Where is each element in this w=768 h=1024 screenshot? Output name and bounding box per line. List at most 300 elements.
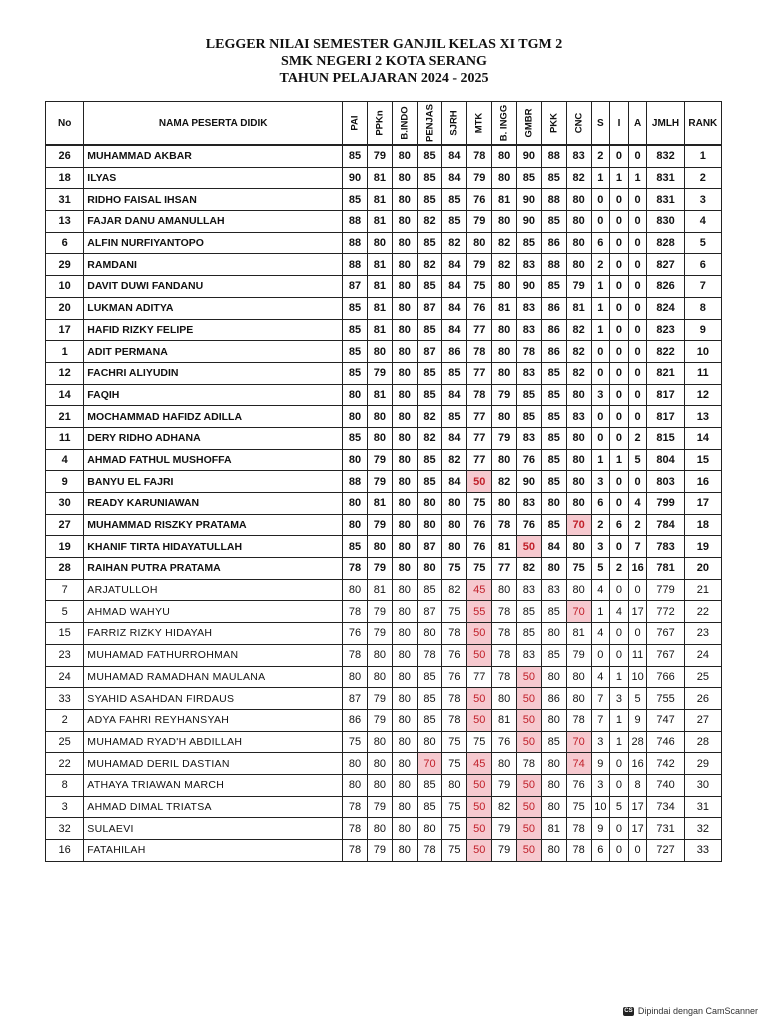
- table-cell: 11: [46, 427, 84, 449]
- table-cell: 80: [566, 211, 591, 233]
- table-cell: 84: [442, 384, 467, 406]
- table-cell: 19: [684, 536, 721, 558]
- table-cell: 79: [367, 709, 392, 731]
- column-header: A: [628, 102, 647, 146]
- table-cell: 731: [647, 818, 684, 840]
- table-cell: 0: [591, 189, 610, 211]
- table-cell: 85: [343, 341, 368, 363]
- table-cell: 82: [492, 471, 517, 493]
- table-cell: 84: [442, 319, 467, 341]
- table-cell: 32: [46, 818, 84, 840]
- table-cell: 80: [343, 774, 368, 796]
- table-cell: 78: [343, 601, 368, 623]
- table-cell: 85: [343, 297, 368, 319]
- table-cell: 12: [46, 362, 84, 384]
- table-cell: 27: [46, 514, 84, 536]
- table-cell: 76: [467, 189, 492, 211]
- table-cell: 80: [417, 558, 442, 580]
- student-name: ADIT PERMANA: [84, 341, 343, 363]
- table-cell: 6: [591, 232, 610, 254]
- table-cell: 50: [517, 709, 542, 731]
- table-cell: 0: [610, 384, 629, 406]
- table-cell: 16: [628, 558, 647, 580]
- table-cell: 80: [417, 623, 442, 645]
- table-cell: 80: [417, 514, 442, 536]
- table-cell: 80: [566, 471, 591, 493]
- table-cell: 81: [566, 623, 591, 645]
- table-cell: 15: [684, 449, 721, 471]
- student-name: DAVIT DUWI FANDANU: [84, 276, 343, 298]
- table-cell: 80: [392, 688, 417, 710]
- table-cell: 24: [46, 666, 84, 688]
- table-cell: 10: [628, 666, 647, 688]
- table-cell: 80: [392, 753, 417, 775]
- table-row: [46, 276, 722, 298]
- table-cell: 80: [392, 232, 417, 254]
- table-cell: 80: [392, 319, 417, 341]
- table-cell: 50: [467, 796, 492, 818]
- table-cell: 76: [442, 666, 467, 688]
- student-name: MUHAMAD RYAD'H ABDILLAH: [84, 731, 343, 753]
- table-row: [46, 471, 722, 493]
- table-cell: 78: [492, 514, 517, 536]
- student-name: ATHAYA TRIAWAN MARCH: [84, 774, 343, 796]
- table-row: [46, 688, 722, 710]
- document-title: LEGGER NILAI SEMESTER GANJIL KELAS XI TGM 2: [205, 37, 563, 52]
- table-cell: 75: [442, 840, 467, 862]
- table-cell: 76: [467, 514, 492, 536]
- table-cell: 80: [392, 796, 417, 818]
- table-cell: 2: [610, 558, 629, 580]
- table-cell: 80: [367, 774, 392, 796]
- table-cell: 0: [628, 145, 647, 167]
- table-cell: 85: [417, 666, 442, 688]
- table-cell: 84: [442, 254, 467, 276]
- table-cell: 78: [566, 840, 591, 862]
- table-cell: 70: [566, 514, 591, 536]
- table-cell: 3: [591, 384, 610, 406]
- table-row: [46, 796, 722, 818]
- table-cell: 78: [566, 709, 591, 731]
- table-cell: 3: [591, 774, 610, 796]
- table-cell: 79: [566, 276, 591, 298]
- table-cell: 0: [628, 189, 647, 211]
- column-header: NAMA PESERTA DIDIK: [84, 102, 343, 146]
- table-cell: 16: [684, 471, 721, 493]
- table-cell: 82: [417, 427, 442, 449]
- table-cell: 0: [628, 297, 647, 319]
- table-cell: 80: [367, 818, 392, 840]
- table-cell: 85: [541, 644, 566, 666]
- table-cell: 85: [417, 362, 442, 384]
- table-cell: 80: [392, 666, 417, 688]
- table-cell: 80: [566, 384, 591, 406]
- table-cell: 7: [684, 276, 721, 298]
- table-cell: 79: [367, 688, 392, 710]
- table-cell: 80: [492, 341, 517, 363]
- table-cell: 1: [591, 319, 610, 341]
- table-cell: 18: [46, 167, 84, 189]
- table-cell: 78: [442, 709, 467, 731]
- table-cell: 75: [566, 796, 591, 818]
- table-cell: 32: [684, 818, 721, 840]
- table-cell: 80: [392, 840, 417, 862]
- column-header: [417, 102, 442, 146]
- table-cell: 6: [591, 840, 610, 862]
- table-cell: 832: [647, 145, 684, 167]
- table-cell: 82: [442, 449, 467, 471]
- table-cell: 70: [566, 601, 591, 623]
- table-cell: 82: [566, 167, 591, 189]
- column-header: S: [591, 102, 610, 146]
- table-cell: 75: [343, 731, 368, 753]
- column-header: [467, 102, 492, 146]
- table-cell: 28: [46, 558, 84, 580]
- table-cell: 23: [46, 644, 84, 666]
- table-cell: 85: [442, 406, 467, 428]
- table-cell: 80: [442, 493, 467, 515]
- table-cell: 5: [628, 688, 647, 710]
- table-cell: 80: [492, 362, 517, 384]
- table-cell: 85: [417, 276, 442, 298]
- table-cell: 1: [46, 341, 84, 363]
- table-cell: 10: [46, 276, 84, 298]
- table-cell: 50: [467, 623, 492, 645]
- table-row: [46, 427, 722, 449]
- table-row: [46, 145, 722, 167]
- table-cell: 80: [566, 189, 591, 211]
- table-cell: 4: [591, 666, 610, 688]
- table-cell: 0: [628, 319, 647, 341]
- table-cell: 20: [46, 297, 84, 319]
- table-cell: 85: [517, 167, 542, 189]
- table-cell: 0: [591, 341, 610, 363]
- table-cell: 85: [541, 406, 566, 428]
- table-row: [46, 666, 722, 688]
- table-cell: 14: [46, 384, 84, 406]
- student-name: MUHAMAD DERIL DASTIAN: [84, 753, 343, 775]
- table-cell: 831: [647, 189, 684, 211]
- student-name: ADYA FAHRI REYHANSYAH: [84, 709, 343, 731]
- table-cell: 78: [417, 840, 442, 862]
- table-cell: 85: [343, 189, 368, 211]
- table-cell: 0: [628, 579, 647, 601]
- table-cell: 19: [46, 536, 84, 558]
- table-cell: 80: [566, 493, 591, 515]
- table-cell: 81: [492, 189, 517, 211]
- table-cell: 79: [367, 796, 392, 818]
- table-cell: 78: [417, 644, 442, 666]
- table-cell: 80: [541, 666, 566, 688]
- table-cell: 0: [628, 276, 647, 298]
- scanner-watermark: [623, 1006, 758, 1016]
- table-cell: 28: [628, 731, 647, 753]
- scanner-text: Dipindai dengan CamScanner: [637, 1006, 758, 1016]
- table-cell: 78: [442, 688, 467, 710]
- table-cell: 80: [442, 514, 467, 536]
- table-cell: 0: [591, 211, 610, 233]
- table-cell: 80: [541, 753, 566, 775]
- table-cell: 1: [591, 601, 610, 623]
- table-row: [46, 493, 722, 515]
- table-cell: 86: [343, 709, 368, 731]
- table-cell: 5: [46, 601, 84, 623]
- table-cell: 84: [541, 536, 566, 558]
- table-cell: 88: [541, 189, 566, 211]
- table-cell: 83: [517, 254, 542, 276]
- table-cell: 2: [684, 167, 721, 189]
- table-cell: 3: [46, 796, 84, 818]
- table-cell: 1: [591, 276, 610, 298]
- table-cell: 80: [492, 688, 517, 710]
- table-cell: 78: [492, 644, 517, 666]
- table-cell: 80: [566, 427, 591, 449]
- table-cell: 80: [392, 601, 417, 623]
- table-cell: 781: [647, 558, 684, 580]
- table-cell: 85: [541, 731, 566, 753]
- table-cell: 21: [46, 406, 84, 428]
- table-cell: 85: [417, 579, 442, 601]
- table-cell: 0: [591, 644, 610, 666]
- table-cell: 9: [46, 471, 84, 493]
- column-header: [367, 102, 392, 146]
- table-cell: 12: [684, 384, 721, 406]
- table-cell: 0: [591, 362, 610, 384]
- table-cell: 79: [467, 211, 492, 233]
- table-cell: 747: [647, 709, 684, 731]
- table-cell: 80: [492, 579, 517, 601]
- table-cell: 746: [647, 731, 684, 753]
- table-body: [46, 145, 722, 861]
- table-cell: 26: [684, 688, 721, 710]
- table-cell: 9: [684, 319, 721, 341]
- table-cell: 80: [541, 623, 566, 645]
- student-name: FACHRI ALIYUDIN: [84, 362, 343, 384]
- table-cell: 0: [610, 818, 629, 840]
- table-cell: 6: [610, 514, 629, 536]
- table-cell: 30: [684, 774, 721, 796]
- table-cell: 82: [566, 362, 591, 384]
- table-cell: 50: [517, 536, 542, 558]
- table-cell: 82: [442, 579, 467, 601]
- table-cell: 766: [647, 666, 684, 688]
- table-cell: 17: [628, 818, 647, 840]
- table-cell: 0: [610, 579, 629, 601]
- table-cell: 80: [442, 536, 467, 558]
- table-cell: 1: [610, 666, 629, 688]
- table-cell: 81: [367, 319, 392, 341]
- table-cell: 82: [566, 341, 591, 363]
- table-cell: 88: [343, 254, 368, 276]
- table-cell: 80: [566, 536, 591, 558]
- table-cell: 85: [417, 449, 442, 471]
- table-cell: 85: [517, 384, 542, 406]
- table-cell: 83: [541, 579, 566, 601]
- student-name: LUKMAN ADITYA: [84, 297, 343, 319]
- table-cell: 78: [343, 644, 368, 666]
- table-cell: 78: [492, 666, 517, 688]
- academic-year: TAHUN PELAJARAN 2024 - 2025: [279, 71, 489, 86]
- table-cell: 75: [467, 493, 492, 515]
- table-cell: 80: [343, 666, 368, 688]
- table-cell: 78: [467, 145, 492, 167]
- table-cell: 5: [610, 796, 629, 818]
- table-cell: 80: [492, 319, 517, 341]
- table-cell: 80: [367, 753, 392, 775]
- table-cell: 1: [591, 449, 610, 471]
- table-cell: 77: [492, 558, 517, 580]
- table-cell: 87: [417, 297, 442, 319]
- table-cell: 16: [628, 753, 647, 775]
- table-cell: 81: [566, 297, 591, 319]
- table-cell: 80: [367, 406, 392, 428]
- table-cell: 7: [628, 536, 647, 558]
- table-cell: 79: [367, 840, 392, 862]
- table-cell: 81: [367, 276, 392, 298]
- table-cell: 0: [628, 362, 647, 384]
- table-cell: 13: [684, 406, 721, 428]
- table-cell: 24: [684, 644, 721, 666]
- table-cell: 0: [610, 297, 629, 319]
- student-name: AHMAD DIMAL TRIATSA: [84, 796, 343, 818]
- table-row: [46, 558, 722, 580]
- table-cell: 30: [46, 493, 84, 515]
- table-cell: 4: [684, 211, 721, 233]
- table-cell: 82: [566, 319, 591, 341]
- student-name: AHMAD WAHYU: [84, 601, 343, 623]
- table-cell: 0: [628, 341, 647, 363]
- table-cell: 83: [517, 579, 542, 601]
- table-cell: 80: [492, 406, 517, 428]
- table-cell: 80: [367, 536, 392, 558]
- table-cell: 80: [566, 232, 591, 254]
- table-cell: 4: [591, 579, 610, 601]
- table-cell: 80: [367, 644, 392, 666]
- table-cell: 80: [541, 796, 566, 818]
- table-cell: 22: [46, 753, 84, 775]
- table-cell: 0: [610, 493, 629, 515]
- table-cell: 2: [591, 145, 610, 167]
- table-cell: 80: [392, 189, 417, 211]
- table-cell: 6: [46, 232, 84, 254]
- table-cell: 767: [647, 644, 684, 666]
- table-cell: 80: [492, 753, 517, 775]
- table-row: [46, 818, 722, 840]
- table-cell: 78: [517, 753, 542, 775]
- table-cell: 15: [46, 623, 84, 645]
- table-cell: 80: [417, 818, 442, 840]
- column-header: [442, 102, 467, 146]
- table-cell: 78: [343, 558, 368, 580]
- table-cell: 84: [442, 427, 467, 449]
- table-cell: 77: [467, 427, 492, 449]
- table-cell: 8: [684, 297, 721, 319]
- table-cell: 50: [467, 471, 492, 493]
- table-cell: 799: [647, 493, 684, 515]
- table-cell: 84: [442, 167, 467, 189]
- camscanner-logo-icon: CS: [624, 1007, 633, 1014]
- table-cell: 78: [492, 601, 517, 623]
- table-cell: 80: [367, 666, 392, 688]
- school-name: SMK NEGERI 2 KOTA SERANG: [281, 54, 487, 69]
- table-cell: 80: [392, 644, 417, 666]
- table-cell: 78: [467, 341, 492, 363]
- table-cell: 29: [684, 753, 721, 775]
- table-cell: 9: [628, 709, 647, 731]
- table-cell: 75: [566, 558, 591, 580]
- table-cell: 3: [591, 731, 610, 753]
- table-cell: 78: [343, 818, 368, 840]
- table-cell: 83: [517, 297, 542, 319]
- table-cell: 82: [492, 254, 517, 276]
- student-name: FARRIZ RIZKY HIDAYAH: [84, 623, 343, 645]
- table-cell: 13: [46, 211, 84, 233]
- table-cell: 81: [367, 297, 392, 319]
- table-cell: 8: [628, 774, 647, 796]
- table-row: [46, 189, 722, 211]
- table-row: [46, 840, 722, 862]
- table-cell: 79: [566, 644, 591, 666]
- table-cell: 783: [647, 536, 684, 558]
- table-cell: 85: [541, 471, 566, 493]
- table-cell: 50: [467, 688, 492, 710]
- table-cell: 29: [46, 254, 84, 276]
- table-cell: 755: [647, 688, 684, 710]
- column-header-label: MTK: [473, 112, 485, 134]
- table-cell: 803: [647, 471, 684, 493]
- table-cell: 81: [367, 167, 392, 189]
- student-name: ALFIN NURFIYANTOPO: [84, 232, 343, 254]
- table-cell: 7: [591, 688, 610, 710]
- table-cell: 0: [610, 644, 629, 666]
- table-cell: 4: [610, 601, 629, 623]
- table-cell: 79: [367, 449, 392, 471]
- table-cell: 85: [541, 276, 566, 298]
- table-cell: 84: [442, 471, 467, 493]
- table-cell: 76: [442, 644, 467, 666]
- table-cell: 80: [541, 558, 566, 580]
- table-cell: 1: [610, 167, 629, 189]
- table-cell: 88: [541, 145, 566, 167]
- table-cell: 11: [684, 362, 721, 384]
- table-cell: 75: [467, 276, 492, 298]
- table-cell: 74: [566, 753, 591, 775]
- column-header: RANK: [684, 102, 721, 146]
- table-cell: 80: [541, 840, 566, 862]
- table-cell: 81: [492, 536, 517, 558]
- table-cell: 80: [541, 709, 566, 731]
- table-cell: 80: [392, 276, 417, 298]
- table-cell: 75: [442, 796, 467, 818]
- table-cell: 83: [517, 644, 542, 666]
- table-cell: 81: [367, 189, 392, 211]
- column-header-label: PKK: [548, 112, 560, 134]
- table-cell: 81: [492, 709, 517, 731]
- table-row: [46, 731, 722, 753]
- student-name: FAJAR DANU AMANULLAH: [84, 211, 343, 233]
- table-cell: 85: [541, 167, 566, 189]
- table-cell: 85: [517, 406, 542, 428]
- table-cell: 1: [610, 449, 629, 471]
- table-cell: 90: [517, 189, 542, 211]
- table-cell: 80: [392, 406, 417, 428]
- table-cell: 77: [467, 449, 492, 471]
- table-cell: 80: [392, 818, 417, 840]
- table-cell: 25: [46, 731, 84, 753]
- table-cell: 90: [517, 211, 542, 233]
- table-cell: 81: [367, 254, 392, 276]
- table-cell: 727: [647, 840, 684, 862]
